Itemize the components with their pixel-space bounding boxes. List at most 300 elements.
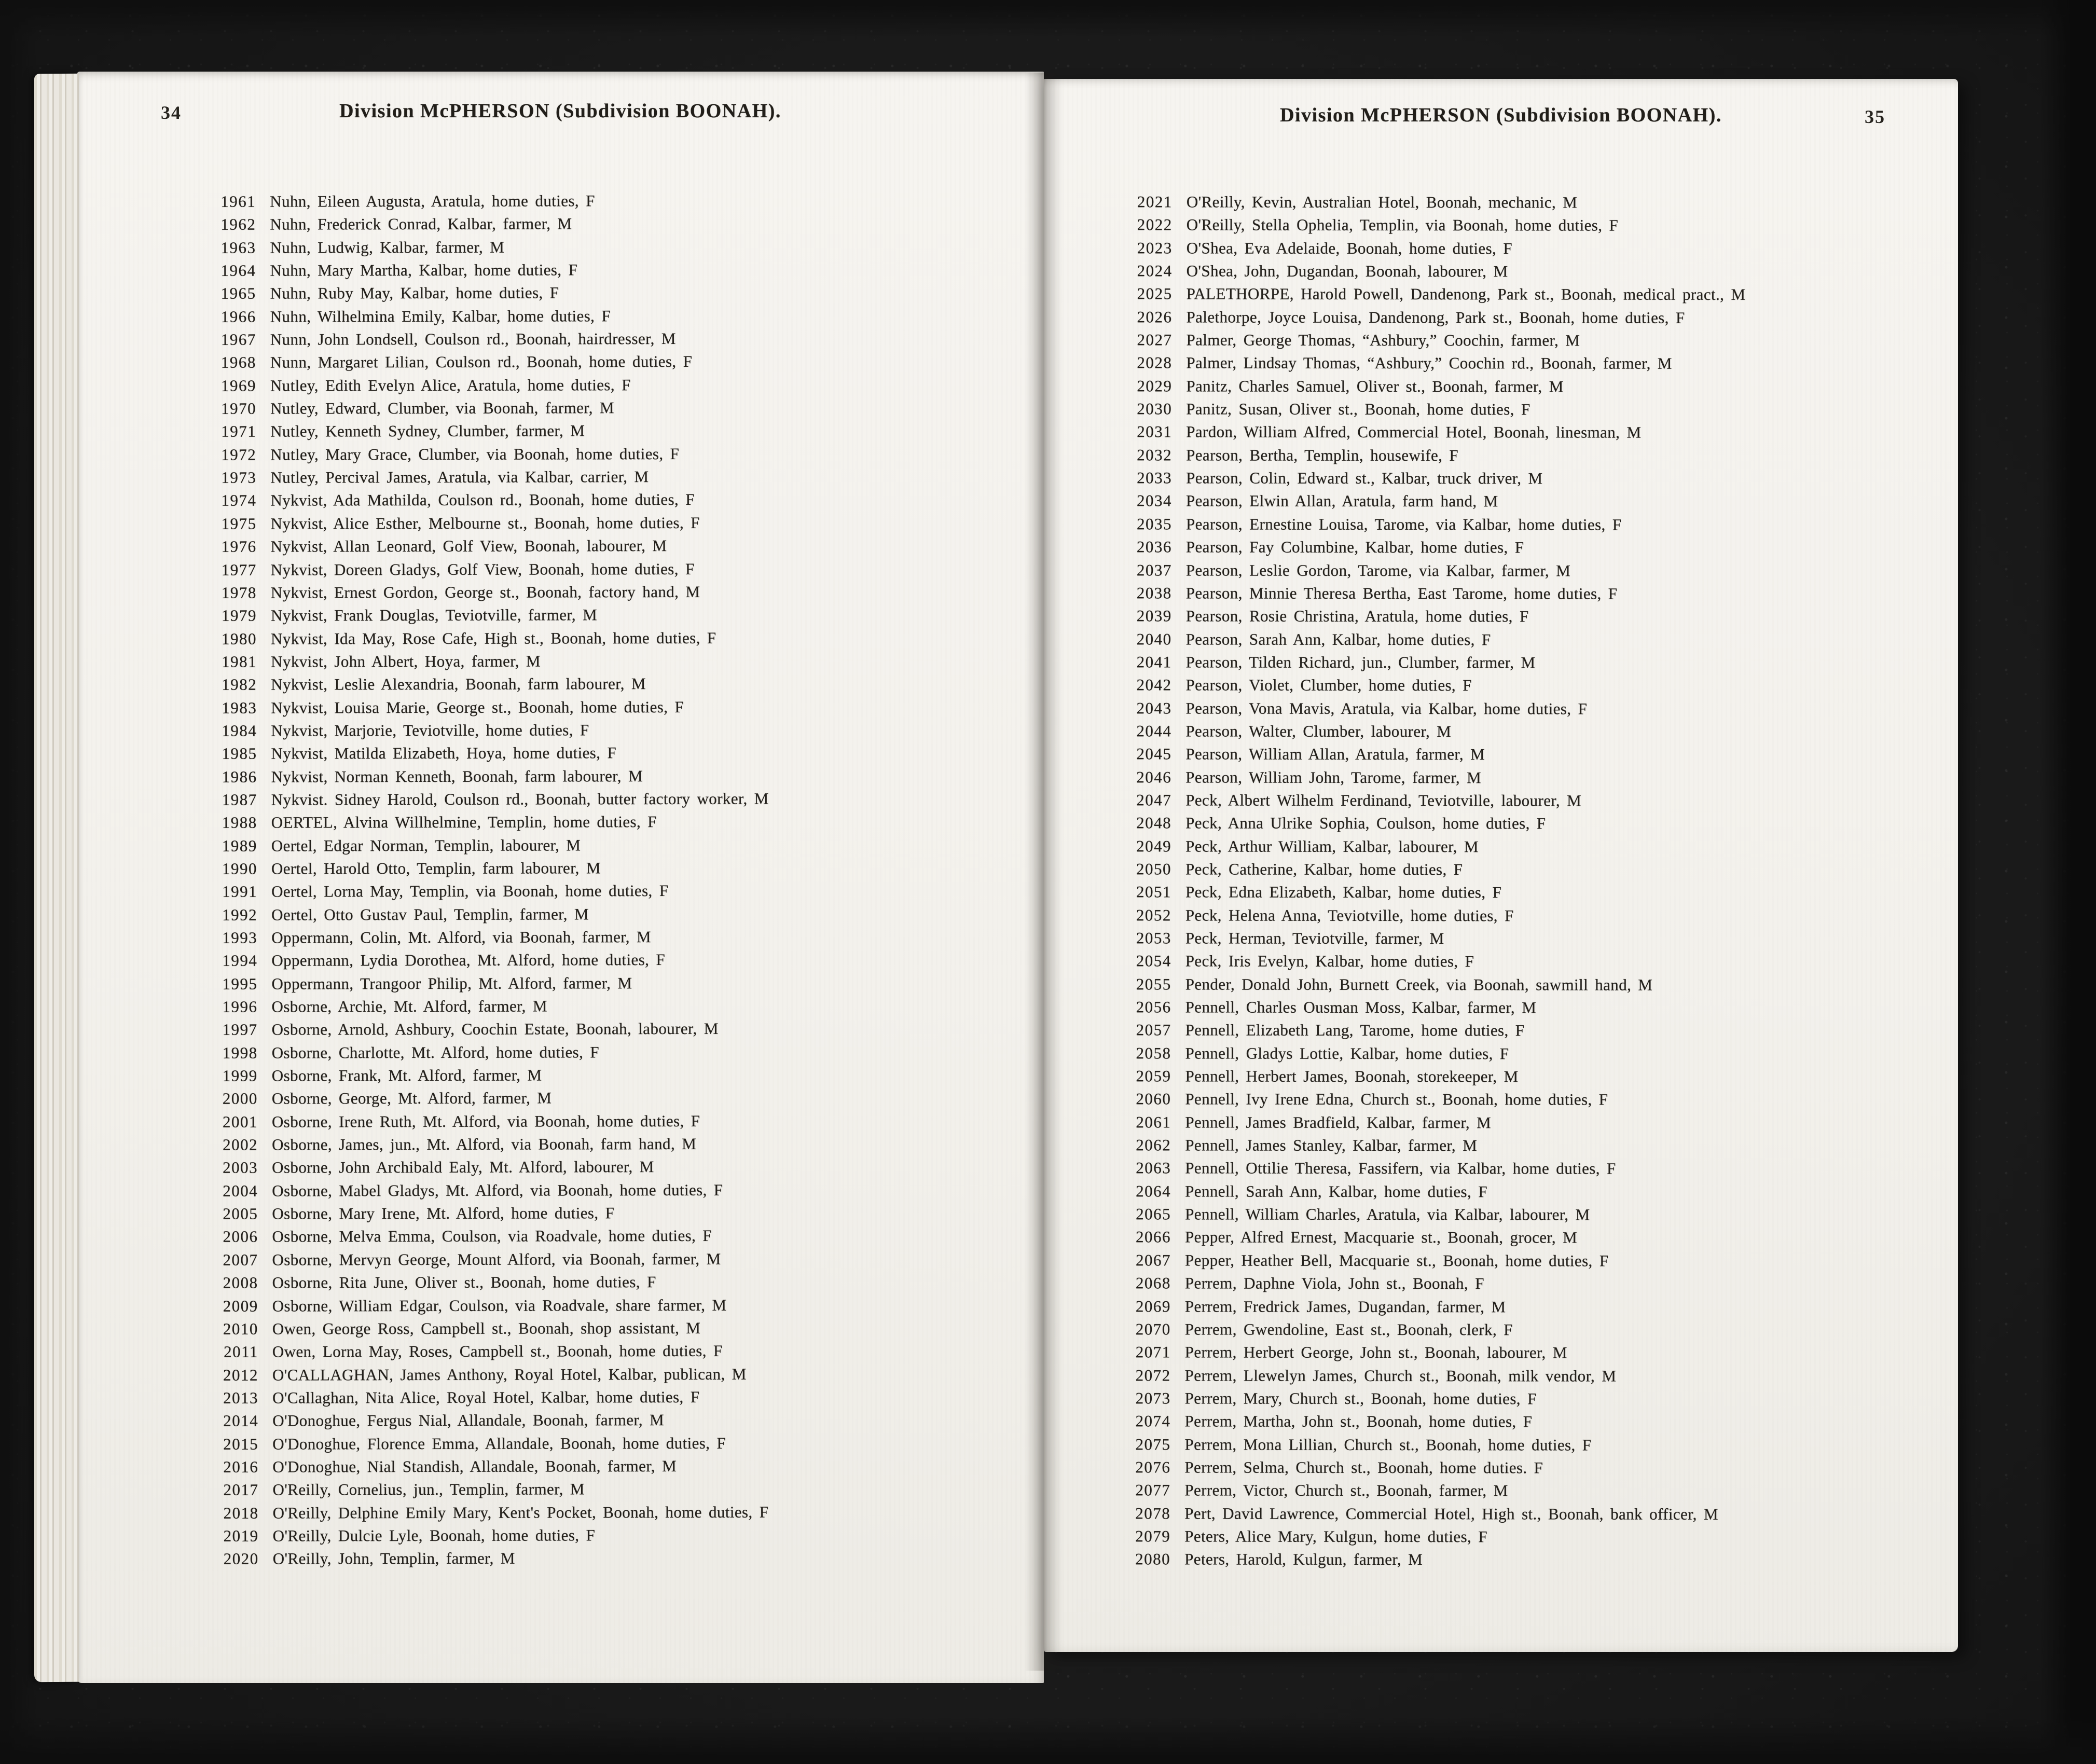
roll-entry	[194, 995, 769, 1019]
entry-number: 2007	[223, 1250, 258, 1269]
roll-entry	[1113, 1433, 1744, 1457]
roll-entry	[194, 719, 768, 743]
entry-text: PALETHORPE, Harold Powell, Dandenong, Park st., Boonah, medical pract., M	[1186, 284, 1746, 304]
entry-text: Pepper, Heather Bell, Macquarie st., Boonah, home duties, F	[1184, 1251, 1609, 1270]
entry-text: Nykvist, Norman Kenneth, Boonah, farm labourer, M	[271, 766, 643, 786]
entry-number: 2068	[1135, 1274, 1171, 1292]
entry-number: 2067	[1135, 1251, 1171, 1270]
roll-entry	[194, 603, 768, 628]
entry-text: Perrem, Victor, Church st., Boonah, farmer, M	[1184, 1481, 1508, 1500]
entry-text: O'Donoghue, Florence Emma, Allandale, Boonah, home duties, F	[272, 1434, 726, 1453]
entry-number: 2029	[1137, 377, 1173, 395]
entry-text: O'Callaghan, Nita Alice, Royal Hotel, Kalbar, home duties, F	[272, 1387, 700, 1407]
entry-text: Peck, Edna Elizabeth, Kalbar, home duties, F	[1185, 883, 1502, 902]
entry-text: Perrem, Daphne Viola, John st., Boonah, F	[1184, 1274, 1484, 1293]
entry-number: 2080	[1135, 1550, 1171, 1568]
entry-number: 2026	[1137, 308, 1173, 326]
entry-text: Peck, Catherine, Kalbar, home duties, F	[1185, 860, 1463, 879]
entry-number: 1986	[222, 767, 257, 786]
entry-text: Pert, David Lawrence, Commercial Hotel, High st., Boonah, bank officer, M	[1184, 1504, 1718, 1523]
roll-entry	[1115, 582, 1745, 605]
entry-number: 2072	[1135, 1366, 1171, 1384]
entry-number: 2013	[223, 1388, 259, 1407]
page-title: Division McPHERSON (Subdivision BOONAH).	[339, 100, 781, 122]
roll-entry	[1114, 1088, 1744, 1112]
entry-number: 1974	[221, 491, 257, 510]
roll-entry	[192, 189, 767, 214]
entry-number: 2076	[1135, 1458, 1171, 1477]
entry-text: Nuhn, Mary Martha, Kalbar, home duties, F	[270, 260, 578, 280]
entry-number: 2008	[223, 1273, 258, 1292]
entry-number: 2002	[223, 1135, 258, 1154]
entry-text: Peck, Albert Wilhelm Ferdinand, Teviotville, labourer, M	[1185, 791, 1582, 810]
entry-number: 2014	[223, 1411, 259, 1430]
entry-number: 2025	[1137, 284, 1173, 303]
entry-number: 2016	[223, 1457, 259, 1476]
entry-number: 1973	[221, 468, 257, 487]
roll-entry	[193, 488, 768, 513]
entry-text: Oppermann, Trangoor Philip, Mt. Alford, farmer, M	[271, 973, 632, 993]
roll-entry	[1114, 1226, 1744, 1250]
entry-text: Peck, Herman, Teviotville, farmer, M	[1185, 929, 1444, 948]
entry-text: Oppermann, Lydia Dorothea, Mt. Alford, home duties, F	[271, 950, 666, 970]
entry-number: 1993	[222, 928, 258, 947]
entry-text: Pearson, Sarah Ann, Kalbar, home duties, F	[1185, 629, 1491, 649]
entry-number: 2036	[1136, 538, 1172, 556]
roll-entry	[1114, 742, 1745, 766]
roll-entry	[1115, 328, 1745, 352]
roll-entry	[1115, 259, 1746, 283]
roll-entry	[195, 1385, 770, 1410]
roll-entry	[195, 1064, 769, 1088]
entry-text: Osborne, Mabel Gladys, Mt. Alford, via Boonah, home duties, F	[272, 1180, 723, 1200]
roll-entry	[193, 281, 768, 306]
entry-number: 1991	[222, 882, 258, 901]
entry-text: O'Reilly, Dulcie Lyle, Boonah, home duties, F	[272, 1526, 596, 1545]
roll-entry	[1115, 283, 1746, 307]
entry-text: Perrem, Mary, Church st., Boonah, home duties, F	[1184, 1389, 1537, 1408]
roll-entry	[1113, 1525, 1744, 1549]
entry-number: 2079	[1135, 1527, 1171, 1546]
roll-entry	[195, 1017, 769, 1042]
page-title: Division McPHERSON (Subdivision BOONAH).	[1280, 104, 1722, 126]
roll-entry	[195, 1040, 769, 1065]
entry-text: Pennell, William Charles, Aratula, via Kalbar, labourer, M	[1185, 1205, 1590, 1224]
entry-number: 2009	[223, 1297, 258, 1315]
roll-entry	[1114, 1364, 1744, 1388]
film-edge-top	[0, 0, 2096, 36]
roll-entry	[194, 511, 768, 535]
roll-entry	[194, 557, 768, 582]
roll-entry	[194, 534, 768, 559]
entry-number: 2061	[1136, 1113, 1171, 1132]
roll-entry	[1115, 352, 1745, 376]
roll-entry	[1114, 1111, 1744, 1135]
entry-text: Pearson, Fay Columbine, Kalbar, home duties, F	[1185, 538, 1524, 557]
entry-text: Peck, Arthur William, Kalbar, labourer, M	[1185, 837, 1479, 856]
entry-text: O'Donoghue, Fergus Nial, Allandale, Boonah, farmer, M	[272, 1411, 665, 1430]
entry-text: Pepper, Alfred Ernest, Macquarie st., Boonah, grocer, M	[1185, 1228, 1578, 1247]
entry-number: 1976	[221, 537, 257, 556]
roll-entry	[193, 419, 768, 444]
entry-text: Pearson, Tilden Richard, jun., Clumber, farmer, M	[1185, 653, 1536, 672]
entry-number: 2051	[1136, 883, 1171, 901]
entry-text: Nykvist, Allan Leonard, Golf View, Boonah, labourer, M	[270, 536, 667, 556]
entry-text: Perrem, Martha, John st., Boonah, home duties, F	[1184, 1412, 1533, 1431]
entry-text: Osborne, Arnold, Ashbury, Coochin Estate, Boonah, labourer, M	[271, 1019, 719, 1039]
roll-entry	[194, 833, 769, 858]
entry-text: Oertel, Otto Gustav Paul, Templin, farmer, M	[271, 904, 589, 924]
entry-number: 2071	[1135, 1343, 1171, 1361]
roll-entry	[195, 1247, 769, 1272]
roll-entry	[1115, 397, 1745, 421]
entry-number: 1994	[222, 952, 258, 970]
roll-entry	[1114, 996, 1745, 1019]
entry-number: 2030	[1137, 399, 1173, 418]
roll-entry	[1114, 1410, 1744, 1434]
roll-entry	[195, 1362, 770, 1387]
entry-number: 2042	[1136, 676, 1172, 694]
roll-entry	[195, 1224, 769, 1249]
film-edge-left	[0, 0, 36, 1764]
entry-number: 2039	[1136, 607, 1172, 625]
entry-number: 2019	[223, 1526, 259, 1545]
entry-number: 2015	[223, 1435, 259, 1453]
roll-entry	[192, 235, 767, 259]
entry-text: Oertel, Edgar Norman, Templin, labourer, M	[271, 835, 581, 855]
entry-text: Pennell, Herbert James, Boonah, storekeeper, M	[1185, 1067, 1519, 1086]
roll-entry	[1115, 559, 1745, 583]
entry-text: Pennell, Ottilie Theresa, Fassifern, via Kalbar, home duties, F	[1185, 1159, 1616, 1178]
roll-entry	[195, 1455, 770, 1479]
entry-number: 1996	[222, 997, 258, 1016]
roll-entry	[195, 1293, 770, 1318]
entry-text: Palmer, George Thomas, “Ashbury,” Coochin, farmer, M	[1186, 330, 1580, 350]
entry-text: Pearson, Rosie Christina, Aratula, home duties, F	[1185, 607, 1529, 626]
entry-text: Nykvist, Matilda Elizabeth, Hoya, home duties, F	[271, 743, 617, 763]
page-number: 34	[161, 102, 182, 123]
entry-number: 2063	[1136, 1159, 1171, 1177]
entry-number: 1965	[220, 284, 256, 303]
entry-number: 2027	[1137, 330, 1173, 349]
entry-number: 2069	[1135, 1297, 1171, 1315]
roll-entry	[194, 948, 769, 973]
entry-number: 2011	[224, 1342, 258, 1361]
entry-number: 2006	[223, 1228, 258, 1246]
roll-entry	[1115, 466, 1745, 490]
roll-entry	[1114, 1341, 1744, 1365]
entry-text: O'Reilly, Cornelius, jun., Templin, farmer, M	[272, 1480, 585, 1499]
roll-entry	[1113, 1502, 1744, 1526]
roll-entry	[1113, 1479, 1744, 1503]
entry-number: 1988	[222, 813, 257, 832]
entry-text: Perrem, Llewelyn James, Church st., Boonah, milk vendor, M	[1184, 1366, 1617, 1385]
roll-entry	[195, 1316, 770, 1341]
entry-number: 2058	[1136, 1044, 1171, 1063]
entry-number: 2056	[1136, 998, 1171, 1016]
roll-entry	[196, 1547, 770, 1571]
entry-number: 2046	[1136, 767, 1172, 786]
roll-entry	[1115, 490, 1745, 514]
entry-number: 2028	[1137, 353, 1173, 372]
entry-text: Oppermann, Colin, Mt. Alford, via Boonah, farmer, M	[271, 928, 652, 947]
entry-number: 2049	[1136, 836, 1172, 856]
film-edge-bottom	[0, 1717, 2096, 1764]
entry-text: Peck, Iris Evelyn, Kalbar, home duties, F	[1185, 952, 1474, 971]
entry-text: O'CALLAGHAN, James Anthony, Royal Hotel, Kalbar, publican, M	[272, 1365, 747, 1384]
entry-text: OERTEL, Alvina Willhelmine, Templin, home duties, F	[271, 812, 657, 832]
entry-number: 1968	[220, 353, 256, 372]
roll-entry	[193, 327, 768, 352]
roll-entry	[1114, 835, 1745, 859]
roll-entry	[1114, 720, 1745, 743]
entry-number: 2074	[1135, 1412, 1171, 1430]
roll-entry	[196, 1500, 770, 1525]
roll-entry	[1114, 1203, 1744, 1226]
entry-text: Nuhn, Frederick Conrad, Kalbar, farmer, M	[270, 214, 572, 233]
entry-text: O'Reilly, Kevin, Australian Hotel, Boonah, mechanic, M	[1186, 192, 1578, 212]
roll-entry	[1114, 881, 1745, 905]
entry-text: Perrem, Fredrick James, Dugandan, farmer, M	[1184, 1297, 1506, 1316]
entry-text: Nutley, Percival James, Aratula, via Kalbar, carrier, M	[270, 467, 649, 487]
entry-text: Owen, Lorna May, Roses, Campbell st., Boonah, home duties, F	[272, 1341, 723, 1361]
roll-entry	[194, 902, 769, 927]
roll-entry	[195, 1155, 769, 1180]
roll-entry	[1114, 1272, 1744, 1296]
entry-number: 1981	[222, 652, 257, 671]
entry-number: 2040	[1136, 629, 1172, 648]
entry-number: 1970	[221, 399, 257, 418]
entry-number: 1963	[220, 238, 256, 257]
entry-number: 1961	[220, 192, 256, 211]
entry-text: Perrem, Selma, Church st., Boonah, home duties. F	[1184, 1458, 1543, 1477]
entry-text: Pearson, Leslie Gordon, Tarome, via Kalbar, farmer, M	[1185, 560, 1571, 580]
entry-text: Osborne, Archie, Mt. Alford, farmer, M	[271, 997, 547, 1016]
entry-text: Osborne, William Edgar, Coulson, via Roadvale, share farmer, M	[272, 1296, 727, 1315]
roll-entry	[1115, 237, 1746, 260]
entry-number: 2044	[1136, 722, 1172, 740]
roll-entry	[195, 1109, 769, 1134]
entry-text: Peters, Alice Mary, Kulgun, home duties, F	[1184, 1527, 1488, 1546]
entry-text: O'Reilly, Stella Ophelia, Templin, via Boonah, home duties, F	[1186, 215, 1619, 235]
entry-number: 2031	[1137, 422, 1173, 441]
entry-number: 2022	[1137, 215, 1173, 234]
roll-entry	[194, 649, 768, 673]
roll-entry	[1115, 604, 1745, 628]
entry-number: 1975	[221, 514, 257, 533]
entry-text: Nutley, Kenneth Sydney, Clumber, farmer, M	[270, 421, 585, 441]
entry-text: Nutley, Mary Grace, Clumber, via Boonah, home duties, F	[270, 444, 680, 464]
entry-text: Nykvist, Ernest Gordon, George st., Boonah, factory hand, M	[270, 582, 700, 602]
roll-entry	[1114, 1249, 1744, 1273]
entry-text: Pearson, Bertha, Templin, housewife, F	[1186, 446, 1459, 464]
entry-text: Nykvist, Leslie Alexandria, Boonah, farm labourer, M	[271, 674, 646, 694]
entry-number: 2041	[1136, 653, 1172, 671]
entry-text: Osborne, Melva Emma, Coulson, via Roadvale, home duties, F	[272, 1226, 712, 1246]
roll-entry	[195, 1271, 770, 1295]
entry-text: Pennell, Elizabeth Lang, Tarome, home duties, F	[1185, 1021, 1525, 1040]
entry-text: O'Shea, John, Dugandan, Boonah, labourer, M	[1186, 261, 1508, 281]
entry-text: Owen, George Ross, Campbell st., Boonah, shop assistant, M	[272, 1318, 701, 1338]
roll-entry	[1114, 789, 1745, 812]
entry-text: Perrem, Mona Lillian, Church st., Boonah, home duties, F	[1184, 1435, 1592, 1454]
entry-number: 2060	[1136, 1090, 1171, 1108]
entry-number: 2055	[1136, 974, 1171, 994]
entry-text: Nykvist, Louisa Marie, George st., Boonah, home duties, F	[271, 697, 684, 717]
entry-number: 2032	[1137, 446, 1173, 464]
entry-number: 2035	[1136, 515, 1172, 533]
entry-number: 2005	[223, 1204, 258, 1223]
entry-number: 2033	[1137, 468, 1173, 487]
entry-number: 2053	[1136, 929, 1171, 947]
entry-number: 1998	[222, 1043, 258, 1062]
roll-entry	[1114, 812, 1745, 836]
entry-number: 2023	[1137, 238, 1173, 257]
roll-entry	[1114, 927, 1745, 950]
roll-entry	[1114, 1019, 1745, 1043]
entry-number: 2020	[223, 1549, 259, 1568]
entry-text: Pearson, William John, Tarome, farmer, M	[1185, 768, 1482, 787]
entry-number: 2052	[1136, 905, 1171, 925]
entry-text: Osborne, Mary Irene, Mt. Alford, home duties, F	[272, 1204, 615, 1223]
entry-text: Perrem, Herbert George, John st., Boonah, labourer, M	[1184, 1343, 1567, 1362]
entry-text: Oertel, Harold Otto, Templin, farm labourer, M	[271, 859, 601, 878]
entry-text: Osborne, George, Mt. Alford, farmer, M	[271, 1088, 552, 1108]
entry-text: Nunn, Margaret Lilian, Coulson rd., Boonah, home duties, F	[270, 352, 693, 372]
entry-number: 2050	[1136, 860, 1172, 878]
roll-entry	[194, 741, 768, 766]
roll-entry	[194, 788, 769, 812]
roll-entry	[194, 810, 769, 835]
entry-text: O'Shea, Eva Adelaide, Boonah, home duties, F	[1186, 239, 1513, 258]
entry-number: 2066	[1136, 1228, 1171, 1246]
entry-text: Pender, Donald John, Burnett Creek, via Boonah, sawmill hand, M	[1185, 975, 1653, 994]
entry-text: Pennell, James Bradfield, Kalbar, farmer, M	[1185, 1113, 1492, 1132]
entry-text: Osborne, James, jun., Mt. Alford, via Boonah, farm hand, M	[272, 1134, 697, 1154]
roll-entry	[1114, 697, 1745, 721]
roll-entry	[1115, 190, 1746, 214]
entry-number: 2012	[223, 1366, 259, 1384]
left-page	[77, 72, 1044, 1683]
entry-number: 2077	[1135, 1481, 1171, 1499]
roll-entry	[193, 350, 768, 375]
entry-number: 2064	[1136, 1182, 1171, 1201]
entry-text: Nykvist, Ada Mathilda, Coulson rd., Boonah, home duties, F	[270, 490, 695, 510]
entry-text: Osborne, Irene Ruth, Mt. Alford, via Boonah, home duties, F	[271, 1111, 700, 1131]
entry-number: 2047	[1136, 791, 1172, 809]
entry-number: 1967	[220, 330, 256, 349]
roll-entry	[193, 442, 768, 466]
entry-text: Nykvist, Doreen Gladys, Golf View, Boonah, home duties, F	[270, 559, 695, 579]
roll-entry	[195, 1178, 769, 1203]
entry-text: Nykvist, Marjorie, Teviotville, home duties, F	[271, 721, 589, 740]
entry-number: 2021	[1137, 192, 1173, 211]
roll-entry	[1114, 1295, 1744, 1319]
entry-number: 1997	[222, 1021, 258, 1039]
entry-text: Nuhn, Wilhelmina Emily, Kalbar, home duties, F	[270, 306, 611, 326]
entry-text: Pearson, Violet, Clumber, home duties, F	[1185, 676, 1472, 695]
entry-number: 2001	[222, 1112, 258, 1131]
entry-number: 1987	[222, 790, 257, 809]
entry-number: 2043	[1136, 698, 1172, 717]
voter-entries-left	[75, 189, 770, 1571]
entry-number: 1962	[220, 215, 256, 234]
roll-entry	[1115, 214, 1746, 238]
roll-entry	[1114, 1387, 1744, 1411]
roll-entry	[1115, 513, 1745, 536]
roll-entry	[196, 1524, 770, 1548]
roll-entry	[193, 373, 768, 397]
entry-number: 2010	[223, 1319, 258, 1338]
entry-number: 2057	[1136, 1021, 1171, 1039]
entry-text: Nykvist, Alice Esther, Melbourne st., Boonah, home duties, F	[270, 513, 700, 533]
roll-entry	[192, 258, 767, 283]
entry-number: 2037	[1136, 560, 1172, 579]
entry-text: Nykvist. Sidney Harold, Coulson rd., Boonah, butter factory worker, M	[271, 789, 769, 809]
entry-text: O'Donoghue, Nial Standish, Allandale, Boonah, farmer, M	[272, 1456, 677, 1476]
entry-text: Peters, Harold, Kulgun, farmer, M	[1184, 1550, 1423, 1569]
entry-number: 2065	[1136, 1205, 1171, 1223]
entry-number: 2017	[223, 1480, 259, 1499]
roll-entry	[193, 396, 768, 421]
roll-entry	[1115, 375, 1745, 398]
entry-number: 1990	[222, 859, 257, 878]
roll-entry	[195, 1409, 770, 1433]
page-number: 35	[1865, 106, 1885, 127]
entry-number: 2054	[1136, 952, 1171, 970]
entry-text: Pennell, Charles Ousman Moss, Kalbar, farmer, M	[1185, 998, 1537, 1017]
entry-text: Palethorpe, Joyce Louisa, Dandenong, Park st., Boonah, home duties, F	[1186, 308, 1685, 327]
entry-number: 2024	[1137, 261, 1173, 280]
roll-entry	[1114, 1042, 1745, 1066]
roll-entry	[1114, 1134, 1744, 1157]
entry-text: Nunn, John Londsell, Coulson rd., Boonah, hairdresser, M	[270, 329, 676, 349]
roll-entry	[1113, 1548, 1744, 1572]
roll-entry	[1115, 444, 1745, 467]
roll-entry	[195, 1202, 769, 1226]
entry-text: Palmer, Lindsay Thomas, “Ashbury,” Coochin rd., Boonah, farmer, M	[1186, 353, 1672, 373]
roll-entry	[192, 212, 767, 237]
roll-entry	[194, 857, 769, 881]
entry-number: 2059	[1136, 1067, 1171, 1085]
entry-text: Nuhn, Eileen Augusta, Aratula, home duties, F	[270, 191, 595, 211]
entry-number: 1969	[220, 376, 257, 395]
roll-entry	[194, 580, 768, 604]
roll-entry	[1114, 950, 1745, 974]
entry-number: 2048	[1136, 814, 1172, 832]
roll-entry	[1114, 904, 1745, 928]
roll-entry	[195, 1478, 770, 1502]
entry-text: Panitz, Charles Samuel, Oliver st., Boonah, farmer, M	[1186, 377, 1564, 396]
roll-entry	[193, 465, 768, 490]
entry-number: 1977	[221, 560, 257, 579]
roll-entry	[1115, 651, 1745, 674]
entry-text: Pearson, Minnie Theresa Bertha, East Tarome, home duties, F	[1185, 584, 1618, 603]
entry-text: Nuhn, Ludwig, Kalbar, farmer, M	[270, 238, 505, 257]
entry-number: 1979	[221, 606, 257, 625]
roll-entry	[1114, 766, 1745, 790]
roll-entry	[1115, 535, 1745, 559]
entry-number: 1992	[222, 905, 258, 924]
entry-text: Panitz, Susan, Oliver st., Boonah, home duties, F	[1186, 399, 1530, 419]
entry-text: Nutley, Edith Evelyn Alice, Aratula, home duties, F	[270, 375, 631, 395]
entry-text: Pearson, Walter, Clumber, labourer, M	[1185, 722, 1452, 741]
roll-entry	[194, 879, 769, 904]
entry-text: Pearson, Ernestine Louisa, Tarome, via Kalbar, home duties, F	[1185, 515, 1622, 534]
entry-text: Pearson, Vona Mavis, Aratula, via Kalbar, home duties, F	[1185, 699, 1588, 718]
entry-text: Pearson, Elwin Allan, Aratula, farm hand, M	[1185, 491, 1498, 511]
entry-text: Peck, Helena Anna, Teviotville, home duties, F	[1185, 906, 1514, 925]
